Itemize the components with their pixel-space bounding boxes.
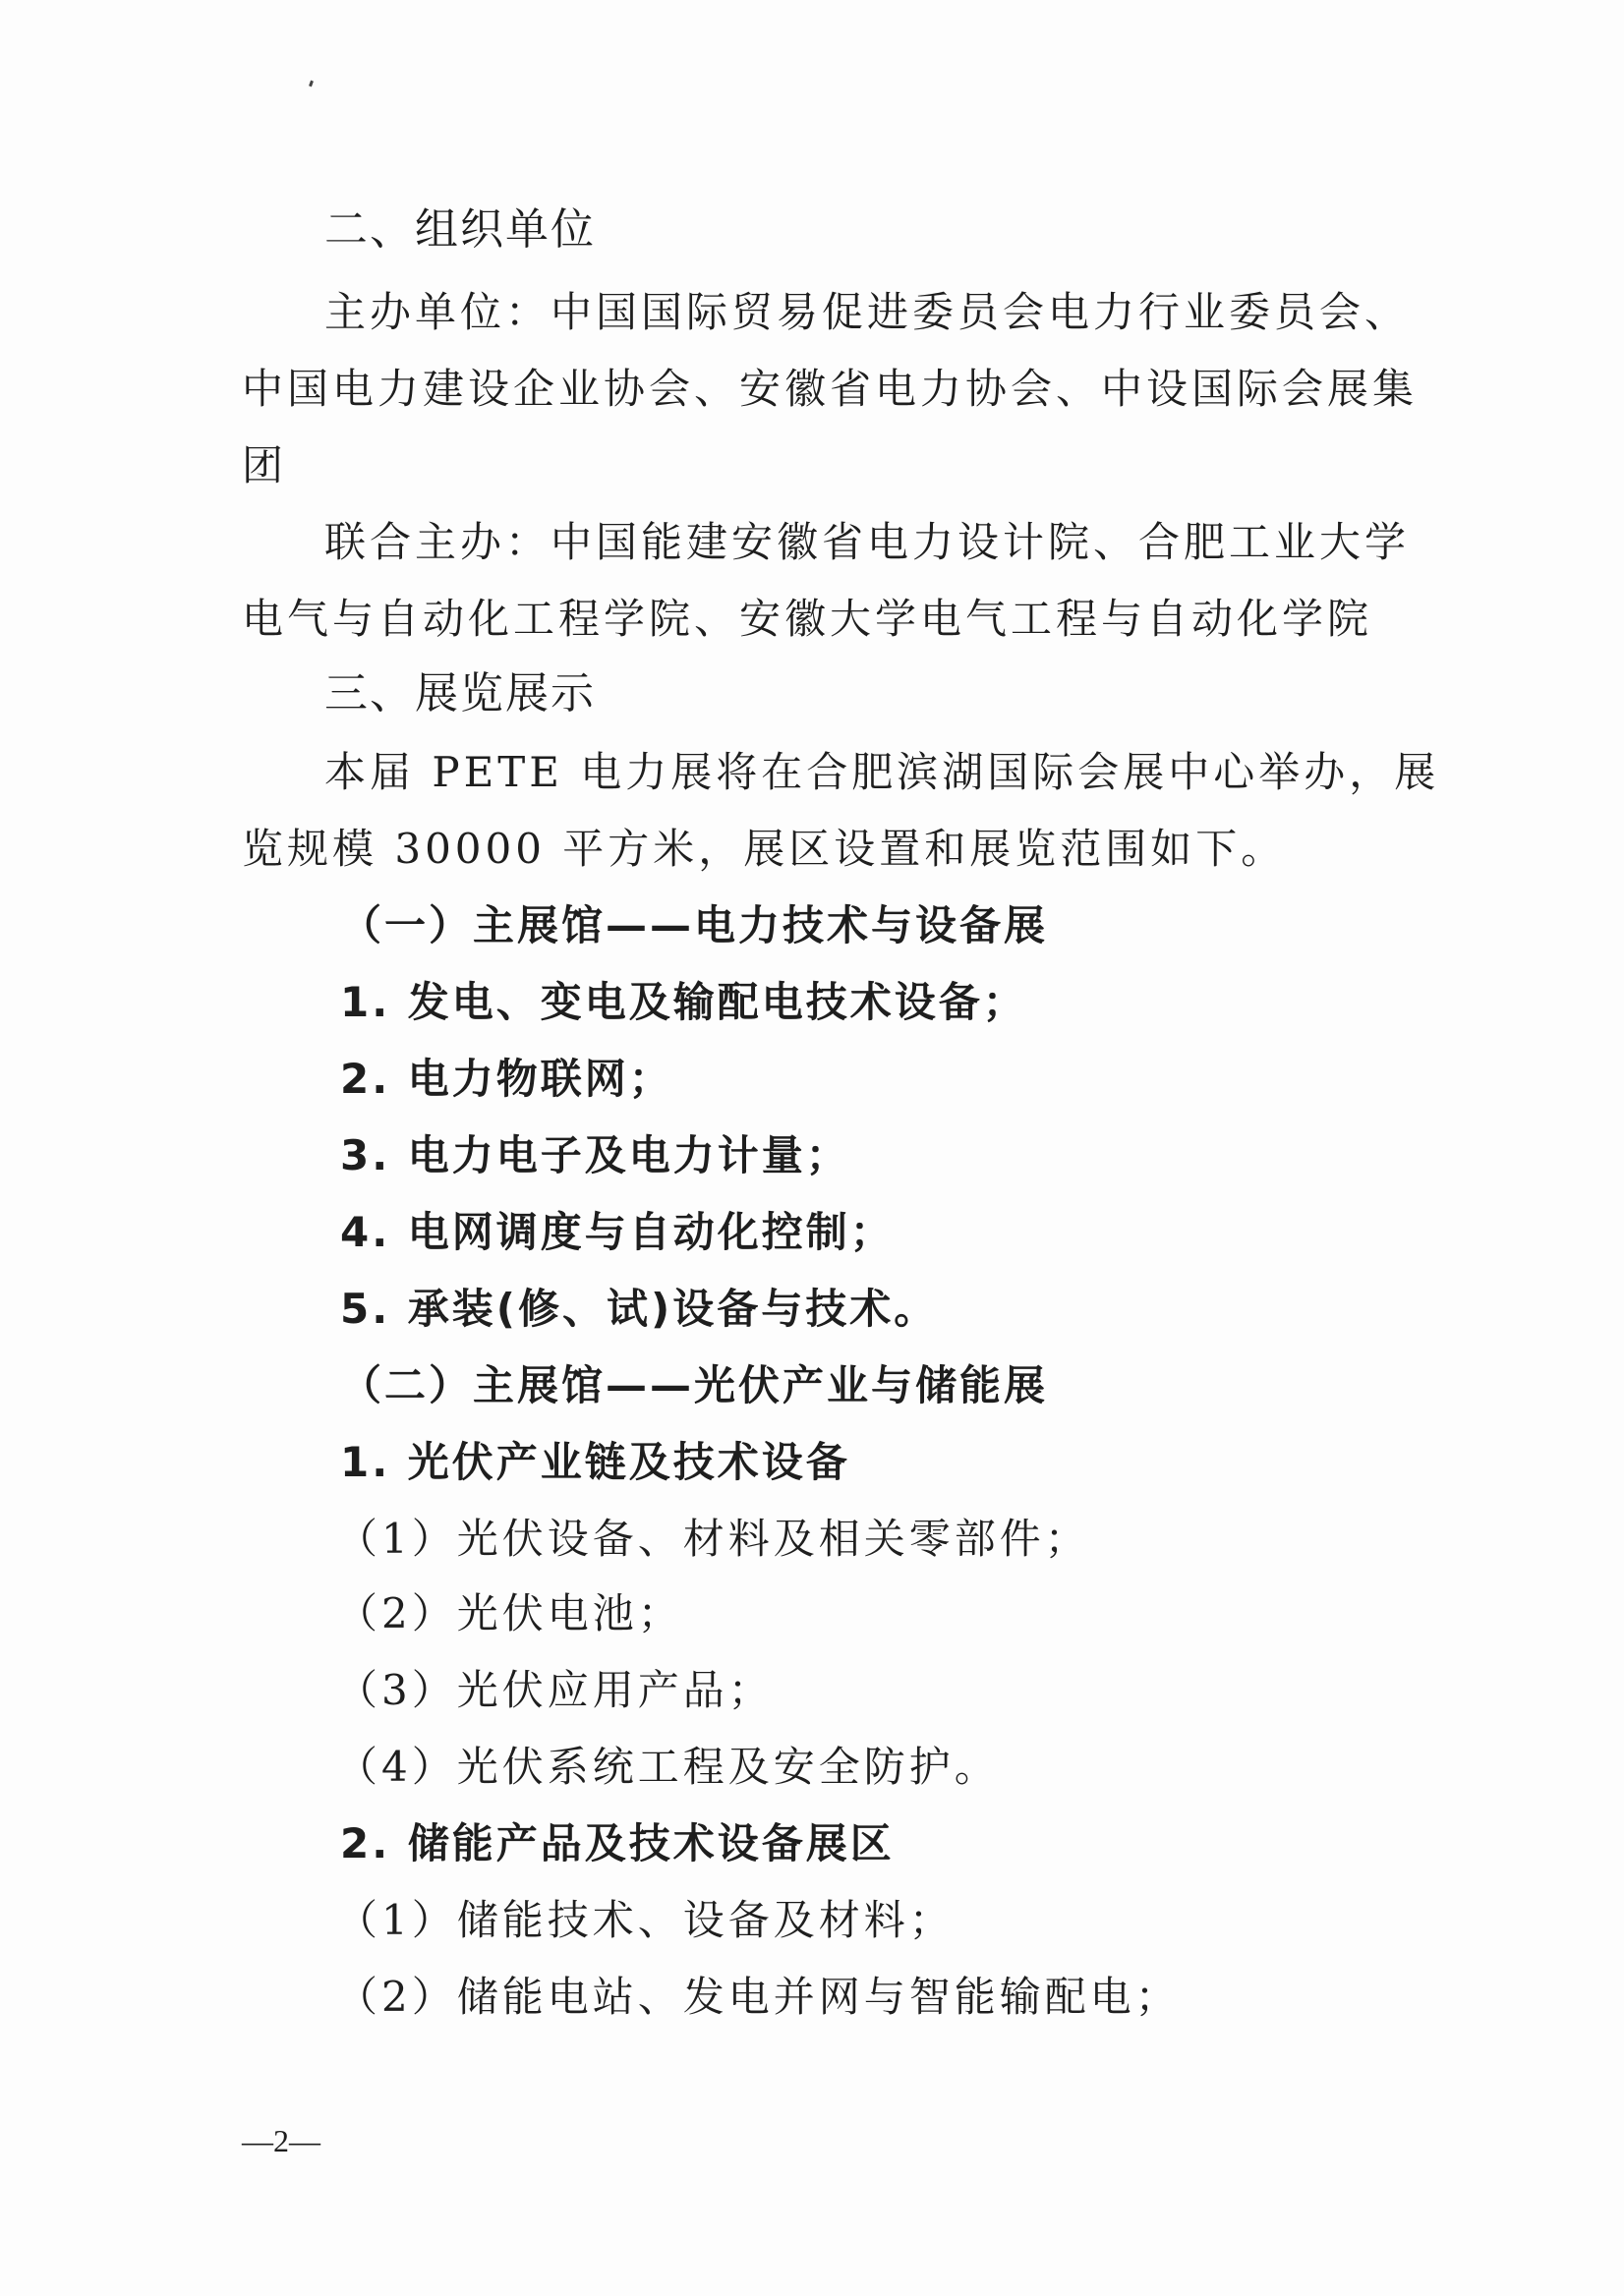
intro-line-1: 本届 PETE 电力展将在合肥滨湖国际会展中心举办，展 [324,748,1440,796]
hall1-title: （一）主展馆——电力技术与设备展 [340,901,1049,949]
hall1-item-4: 4. 电网调度与自动化控制； [340,1208,895,1256]
hall1-item-2: 2. 电力物联网； [340,1055,673,1103]
hall1-item-3: 3. 电力电子及电力计量； [340,1131,850,1179]
page-number: —2— [242,2123,320,2158]
hall2-title: （二）主展馆——光伏产业与储能展 [340,1361,1049,1409]
hall2-sub1-title: 1. 光伏产业链及技术设备 [340,1438,850,1486]
hall2-sub2-title: 2. 储能产品及技术设备展区 [340,1819,895,1867]
hall2-sub1-item-3: （3）光伏应用产品； [336,1666,774,1714]
cohost-line-2: 电气与自动化工程学院、安徽大学电气工程与自动化学院 [242,595,1373,643]
intro-line-2: 览规模 30000 平方米，展区设置和展览范围如下。 [242,825,1287,873]
hall2-sub2-item-2: （2）储能电站、发电并网与智能输配电； [336,1973,1181,2021]
host-line-2: 中国电力建设企业协会、安徽省电力协会、中设国际会展集 [242,365,1419,413]
hall2-sub1-item-2: （2）光伏电池； [336,1589,683,1637]
hall1-item-5: 5. 承装(修、试)设备与技术。 [340,1285,939,1333]
cohost-line-1: 联合主办：中国能建安徽省电力设计院、合肥工业大学 [324,518,1411,566]
hall2-sub1-item-4: （4）光伏系统工程及安全防护。 [336,1743,1000,1791]
scan-mark [309,81,314,87]
hall2-sub2-item-1: （1）储能技术、设备及材料； [336,1896,955,1944]
host-line-3: 团 [242,441,288,489]
host-line-1: 主办单位：中国国际贸易促进委员会电力行业委员会、 [324,288,1411,336]
hall2-sub1-item-1: （1）光伏设备、材料及相关零部件； [336,1515,1090,1563]
section-heading-org: 二、组织单位 [324,204,596,255]
section-heading-exhibition: 三、展览展示 [324,668,596,718]
hall1-item-1: 1. 发电、变电及输配电技术设备； [340,978,1027,1026]
